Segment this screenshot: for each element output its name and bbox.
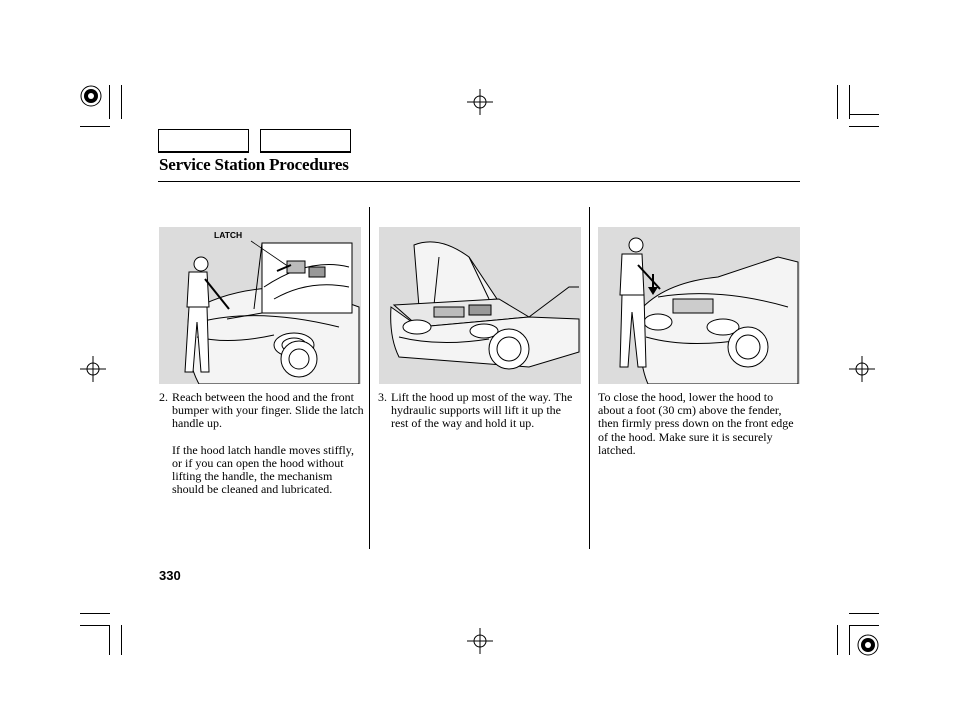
- page-number: 330: [159, 568, 181, 583]
- closing-instructions: To close the hood, lower the hood to about a foot (30 cm) above the fender, then firmly press down on the front edge of the hood. Make sure it is securely latched.: [598, 390, 794, 457]
- registration-target-icon: [857, 634, 879, 656]
- step-number: 2.: [159, 390, 168, 404]
- header-rule: [158, 181, 800, 182]
- step-text: Lift the hood up most of the way. The hydraulic supports will lift it up the rest of the way and hold it up.: [391, 390, 573, 431]
- header-tab-2: [260, 129, 351, 153]
- registration-crosshair-icon: [467, 89, 493, 115]
- step-text: Reach between the hood and the front bumper with your finger. Slide the latch handle up.: [172, 390, 364, 431]
- column-3-text: [598, 391, 800, 457]
- column-divider: [589, 207, 590, 549]
- figure-release-latch: [159, 227, 361, 384]
- column-divider: [369, 207, 370, 549]
- latch-callout-label: LATCH: [214, 230, 243, 240]
- registration-target-icon: [80, 85, 102, 107]
- column-2-text: [378, 391, 578, 431]
- page-title: Service Station Procedures: [159, 155, 349, 174]
- step-number: 3.: [378, 390, 387, 404]
- step-note: If the hood latch handle moves stiffly, or if you can open the hood without lifting the handle, the mechanism should be cleaned and lubricated.: [172, 442, 354, 497]
- column-1-text: [159, 391, 364, 496]
- figure-close-hood: [598, 227, 800, 384]
- registration-crosshair-icon: [467, 628, 493, 654]
- registration-crosshair-icon: [80, 356, 106, 382]
- header-tab-1: [158, 129, 249, 153]
- car-hood-close-illustration: [598, 227, 800, 384]
- car-hood-latch-illustration: [159, 227, 361, 384]
- figure-lift-hood: [379, 227, 581, 384]
- car-hood-open-illustration: [379, 227, 581, 384]
- registration-crosshair-icon: [849, 356, 875, 382]
